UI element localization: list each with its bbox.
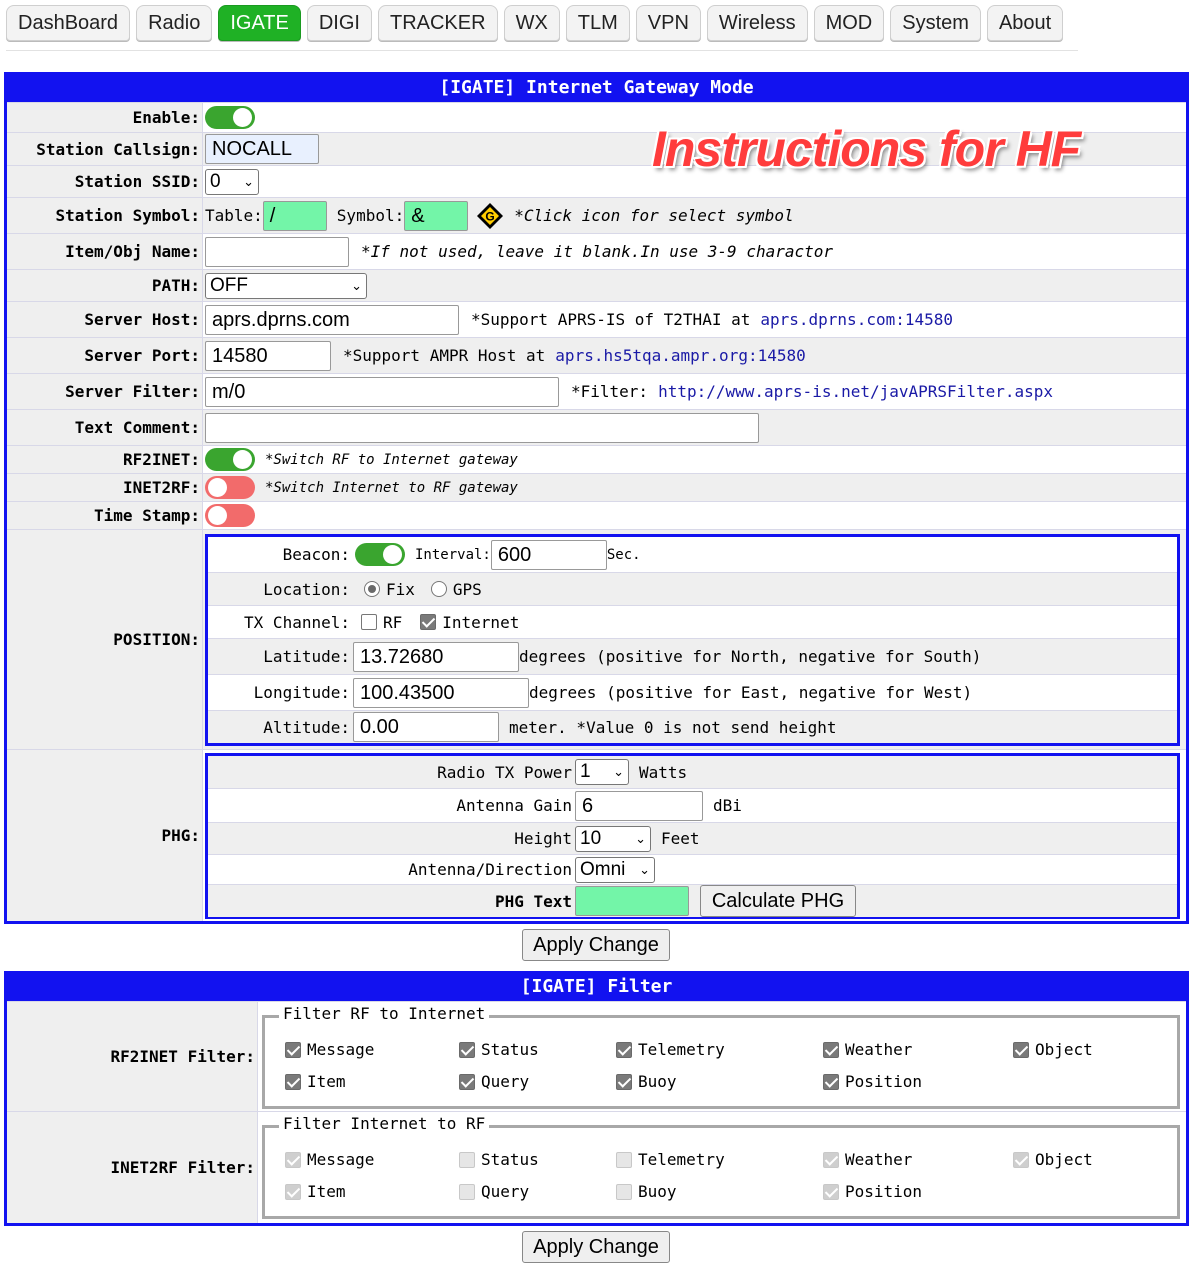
- rf2inet-query[interactable]: Query: [459, 1072, 529, 1091]
- latitude-input[interactable]: 13.72680: [353, 642, 519, 672]
- path-row: [7, 269, 1186, 301]
- tab-tlm[interactable]: TLM: [566, 5, 630, 41]
- rf2inet-fieldset: [262, 1004, 1180, 1109]
- altitude-note: meter. *Value 0 is not send height: [509, 717, 837, 737]
- calculate-phg-button[interactable]: Calculate PHG: [700, 885, 856, 917]
- comment-row: [7, 409, 1186, 445]
- tx-internet-label: Internet: [442, 612, 520, 632]
- rf2inet-filter-row: [7, 1001, 1186, 1111]
- item-input[interactable]: [205, 237, 349, 267]
- tab-dashboard[interactable]: DashBoard: [6, 5, 130, 41]
- tab-igate[interactable]: IGATE: [218, 5, 301, 41]
- filter-note: *Filter:: [571, 382, 649, 401]
- altitude-input[interactable]: 0.00: [353, 712, 499, 742]
- location-gps-radio[interactable]: [431, 581, 447, 597]
- rf2inet-status[interactable]: Status: [459, 1040, 539, 1059]
- interval-input[interactable]: 600: [491, 540, 607, 570]
- host-row: [7, 301, 1186, 337]
- inet2rf-item[interactable]: Item: [285, 1182, 346, 1201]
- latitude-note: degrees (positive for North, negative for South): [519, 647, 982, 666]
- item-note: *If not used, leave it blank.In use 3-9 charactor: [361, 242, 834, 261]
- inet2rf-query[interactable]: Query: [459, 1182, 529, 1201]
- tx-power-select[interactable]: 1 ⌄: [575, 759, 629, 785]
- inet2rf-legend: Filter Internet to RF: [279, 1114, 489, 1133]
- interval-unit: Sec.: [606, 546, 641, 563]
- phg-text-label: PHG Text: [494, 891, 572, 911]
- table-label: Table:: [205, 206, 263, 225]
- callsign-label: Station Callsign:: [7, 133, 203, 165]
- chevron-down-icon: ⌄: [635, 830, 646, 846]
- rf2inet-label: RF2INET:: [7, 446, 203, 473]
- item-row: [7, 233, 1186, 269]
- tab-digi[interactable]: DIGI: [307, 5, 372, 41]
- comment-input[interactable]: [205, 413, 759, 443]
- item-label: Item/Obj Name:: [7, 234, 203, 269]
- inet2rf-row: [7, 473, 1186, 501]
- chevron-down-icon: ⌄: [243, 173, 254, 189]
- table-input[interactable]: /: [263, 201, 327, 231]
- antenna-gain-unit: dBi: [713, 796, 742, 815]
- height-unit: Feet: [661, 829, 700, 848]
- filter-label: Server Filter:: [7, 374, 203, 409]
- filter-panel-title: [IGATE] Filter: [7, 974, 1186, 1001]
- phg-row: [7, 749, 1186, 921]
- tab-mod[interactable]: MOD: [814, 5, 885, 41]
- beacon-label: Beacon:: [282, 545, 350, 564]
- rf2inet-weather[interactable]: Weather: [823, 1040, 912, 1059]
- position-box: [205, 534, 1180, 746]
- filter-apply-change-button[interactable]: Apply Change: [522, 1231, 670, 1263]
- inet2rf-message[interactable]: Message: [285, 1150, 374, 1169]
- tab-about[interactable]: About: [987, 5, 1063, 41]
- chevron-down-icon: ⌄: [351, 277, 362, 293]
- tx-power-unit: Watts: [639, 762, 688, 782]
- latitude-label: Latitude:: [263, 647, 350, 666]
- phg-box: [205, 753, 1180, 919]
- tab-wx[interactable]: WX: [504, 5, 560, 41]
- top-nav: [6, 5, 1078, 51]
- height-label: Height: [514, 829, 572, 848]
- inet2rf-note: *Switch Internet to RF gateway: [265, 479, 518, 496]
- tab-radio[interactable]: Radio: [136, 5, 212, 41]
- path-select[interactable]: OFF ⌄: [205, 273, 367, 299]
- symbol-note: *Click icon for select symbol: [514, 206, 794, 225]
- rf2inet-buoy[interactable]: Buoy: [616, 1072, 677, 1091]
- path-label: PATH:: [7, 270, 203, 301]
- host-note: *Support APRS-IS of T2THAI at: [471, 310, 751, 329]
- tab-system[interactable]: System: [890, 5, 981, 41]
- tx-rf-checkbox[interactable]: [361, 614, 377, 630]
- rf2inet-toggle[interactable]: [205, 448, 255, 471]
- rf2inet-position[interactable]: Position: [823, 1072, 922, 1091]
- filter-input[interactable]: m/0: [205, 377, 559, 407]
- port-row: [7, 337, 1186, 373]
- port-input[interactable]: 14580: [205, 341, 331, 371]
- enable-toggle[interactable]: [205, 106, 255, 129]
- chevron-down-icon: ⌄: [639, 861, 650, 877]
- antenna-gain-input[interactable]: 6: [575, 791, 703, 821]
- rf2inet-item[interactable]: Item: [285, 1072, 346, 1091]
- height-select[interactable]: 10 ⌄: [575, 826, 651, 852]
- filter-row: [7, 373, 1186, 409]
- tx-channel-label: TX Channel:: [244, 612, 350, 632]
- ssid-label: Station SSID:: [7, 166, 203, 197]
- tab-wireless[interactable]: Wireless: [707, 5, 808, 41]
- tx-rf-label: RF: [383, 612, 403, 632]
- rf2inet-legend: Filter RF to Internet: [279, 1004, 489, 1023]
- interval-label: Interval:: [415, 546, 491, 563]
- tab-vpn[interactable]: VPN: [636, 5, 701, 41]
- rf2inet-message[interactable]: Message: [285, 1040, 374, 1059]
- inet2rf-position[interactable]: Position: [823, 1182, 922, 1201]
- inet2rf-filter-label: INET2RF Filter:: [7, 1112, 258, 1223]
- rf2inet-filter-label: RF2INET Filter:: [7, 1002, 258, 1111]
- position-label: POSITION:: [7, 530, 203, 749]
- antenna-direction-select[interactable]: Omni ⌄: [575, 857, 655, 883]
- beacon-toggle[interactable]: [355, 543, 405, 566]
- comment-label: Text Comment:: [7, 410, 203, 445]
- location-fix-label: Fix: [386, 579, 415, 599]
- enable-label: Enable:: [7, 103, 203, 132]
- location-label: Location:: [263, 579, 350, 599]
- tx-power-label: Radio TX Power: [437, 762, 572, 782]
- inet2rf-status[interactable]: Status: [459, 1150, 539, 1169]
- tab-tracker[interactable]: TRACKER: [378, 5, 498, 41]
- longitude-label: Longitude:: [253, 683, 350, 702]
- longitude-input[interactable]: 100.43500: [353, 678, 529, 708]
- host-input[interactable]: aprs.dprns.com: [205, 305, 459, 335]
- inet2rf-label: INET2RF:: [7, 474, 203, 501]
- inet2rf-weather[interactable]: Weather: [823, 1150, 912, 1169]
- apply-change-button[interactable]: Apply Change: [522, 929, 670, 961]
- timestamp-row: [7, 501, 1186, 529]
- port-label: Server Port:: [7, 338, 203, 373]
- symbol-row: [7, 197, 1186, 233]
- phg-label: PHG:: [7, 750, 203, 921]
- ssid-select[interactable]: 0 ⌄: [205, 169, 259, 195]
- chevron-down-icon: ⌄: [613, 764, 624, 779]
- position-row: [7, 529, 1186, 749]
- rf2inet-telemetry[interactable]: Telemetry: [616, 1040, 725, 1059]
- inet2rf-object[interactable]: Object: [1013, 1150, 1093, 1169]
- location-gps-label: GPS: [452, 579, 482, 599]
- rf2inet-row: [7, 445, 1186, 473]
- callsign-input[interactable]: NOCALL: [205, 134, 319, 164]
- svg-text:G: G: [485, 209, 495, 223]
- tx-internet-checkbox[interactable]: [420, 614, 436, 630]
- gateway-symbol-icon[interactable]: [476, 202, 504, 230]
- inet2rf-filter-row: [7, 1111, 1186, 1223]
- symbol-sub-label: Symbol:: [336, 206, 405, 225]
- longitude-note: degrees (positive for East, negative for West): [529, 683, 973, 702]
- antenna-direction-label: Antenna/Direction: [408, 860, 572, 879]
- timestamp-label: Time Stamp:: [7, 502, 203, 529]
- inet2rf-fieldset: [262, 1114, 1180, 1219]
- phg-text-input[interactable]: [575, 886, 689, 916]
- filter-panel: [4, 971, 1189, 1226]
- altitude-label: Altitude:: [263, 717, 350, 737]
- inet2rf-buoy[interactable]: Buoy: [616, 1182, 677, 1201]
- timestamp-toggle[interactable]: [205, 504, 255, 527]
- host-label: Server Host:: [7, 302, 203, 337]
- location-fix-radio[interactable]: [364, 581, 380, 597]
- rf2inet-note: *Switch RF to Internet gateway: [265, 451, 518, 468]
- igate-panel-title: [IGATE] Internet Gateway Mode: [7, 75, 1186, 102]
- symbol-label: Station Symbol:: [7, 198, 203, 233]
- antenna-gain-label: Antenna Gain: [456, 796, 572, 815]
- rf2inet-object[interactable]: Object: [1013, 1040, 1093, 1059]
- instructions-overlay: Instructions for HF: [652, 121, 1081, 177]
- port-link[interactable]: aprs.hs5tqa.ampr.org:14580: [555, 346, 806, 365]
- igate-panel: [4, 72, 1189, 924]
- filter-link[interactable]: http://www.aprs-is.net/javAPRSFilter.aspx: [658, 382, 1054, 401]
- host-link[interactable]: aprs.dprns.com:14580: [760, 310, 954, 329]
- inet2rf-telemetry[interactable]: Telemetry: [616, 1150, 725, 1169]
- symbol-input[interactable]: &: [404, 201, 468, 231]
- port-note: *Support AMPR Host at: [343, 346, 546, 365]
- inet2rf-toggle[interactable]: [205, 476, 255, 499]
